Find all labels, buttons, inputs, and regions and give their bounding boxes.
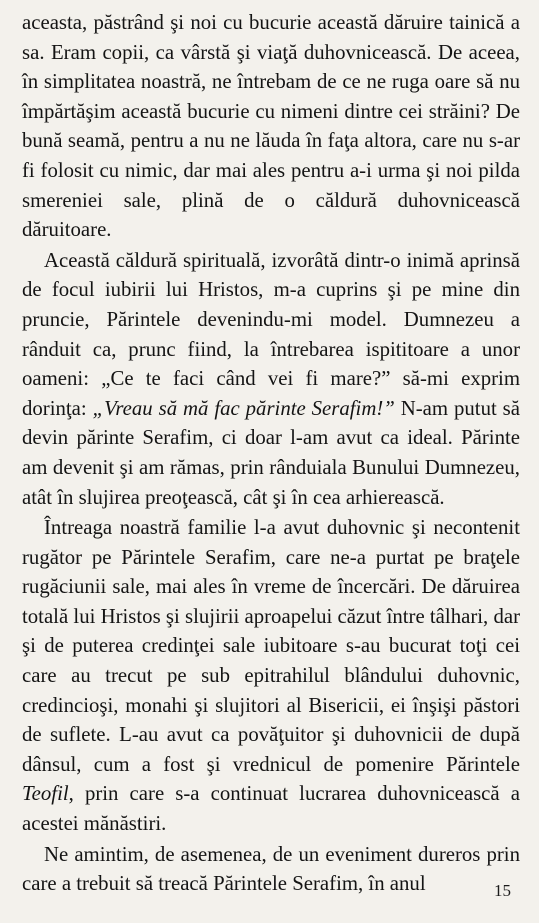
italic-name: Teofil (22, 782, 69, 806)
paragraph-3 (22, 513, 520, 839)
text-run: Întreaga noastră familie l-a avut duhovnic şi necontenit rugător pe Părintele Serafim, care ne-a purtat pe braţele rugăciunii sale, mai ales în vreme de încercări. De dăruirea totală lui Hristos şi slujirii aproapelui căzut între tâlhari, dar şi de puterea credinţei sale iubitoare s-au bucurat toţi cei care au trecut pe sub epitrahilul blândului duhovnic, credincioşi, monahi şi slujitori al Bisericii, ei înşişi păstori de suflete. L-au avut ca povăţuitor şi duhovnicii de după dânsul, cum a fost şi vrednicul de pomenire Părintele (22, 516, 520, 776)
page-number: 15 (494, 881, 511, 900)
paragraph-4 (22, 840, 520, 899)
text-run: Această căldură spirituală, izvorâtă dintr-o inimă aprinsă de focul iubirii lui Hristos, m-a cuprins şi pe mine din pruncie, Părintele devenindu-mi model. Dumnezeu a rânduit ca, prunc fiind, la întrebarea ispititoare a unor oameni: „Ce te faci când vei fi mare?” să-mi exprim dorinţa: (22, 248, 520, 420)
text-run: N-am putut să devin părinte Serafim, ci doar l-am avut ca ideal. Părinte am devenit şi am rămas, prin rânduiala Bunului Dumnezeu, atât în slujirea preoţească, cât şi în cea arhierească. (22, 396, 520, 509)
text-run: , prin care s-a continuat lucrarea duhovnicească a acestei mănăstiri. (22, 782, 520, 836)
text-run: Ne amintim, de asemenea, de un eveniment dureros prin care a trebuit să treacă Părintele Serafim, în anul (22, 842, 520, 896)
book-page (22, 8, 520, 899)
paragraph-1 (22, 8, 520, 245)
paragraph-2 (22, 246, 520, 512)
italic-quote: „Vreau să mă fac părinte Serafim!” (92, 396, 395, 420)
text-run: aceasta, păstrând şi noi cu bucurie această dăruire tainică a sa. Eram copii, ca vârstă şi viaţă duhovnicească. De aceea, în simplitatea noastră, ne întrebam de ce ne ruga oare să nu împărtăşim această bucurie cu nimeni dintre cei străini? De bună seamă, pentru a nu ne lăuda în faţa altora, care nu s-ar fi folosit cu nimic, dar mai ales pentru a-i urma şi noi pilda smereniei sale, plină de o căldură duhovnicească dăruitoare. (22, 11, 520, 242)
